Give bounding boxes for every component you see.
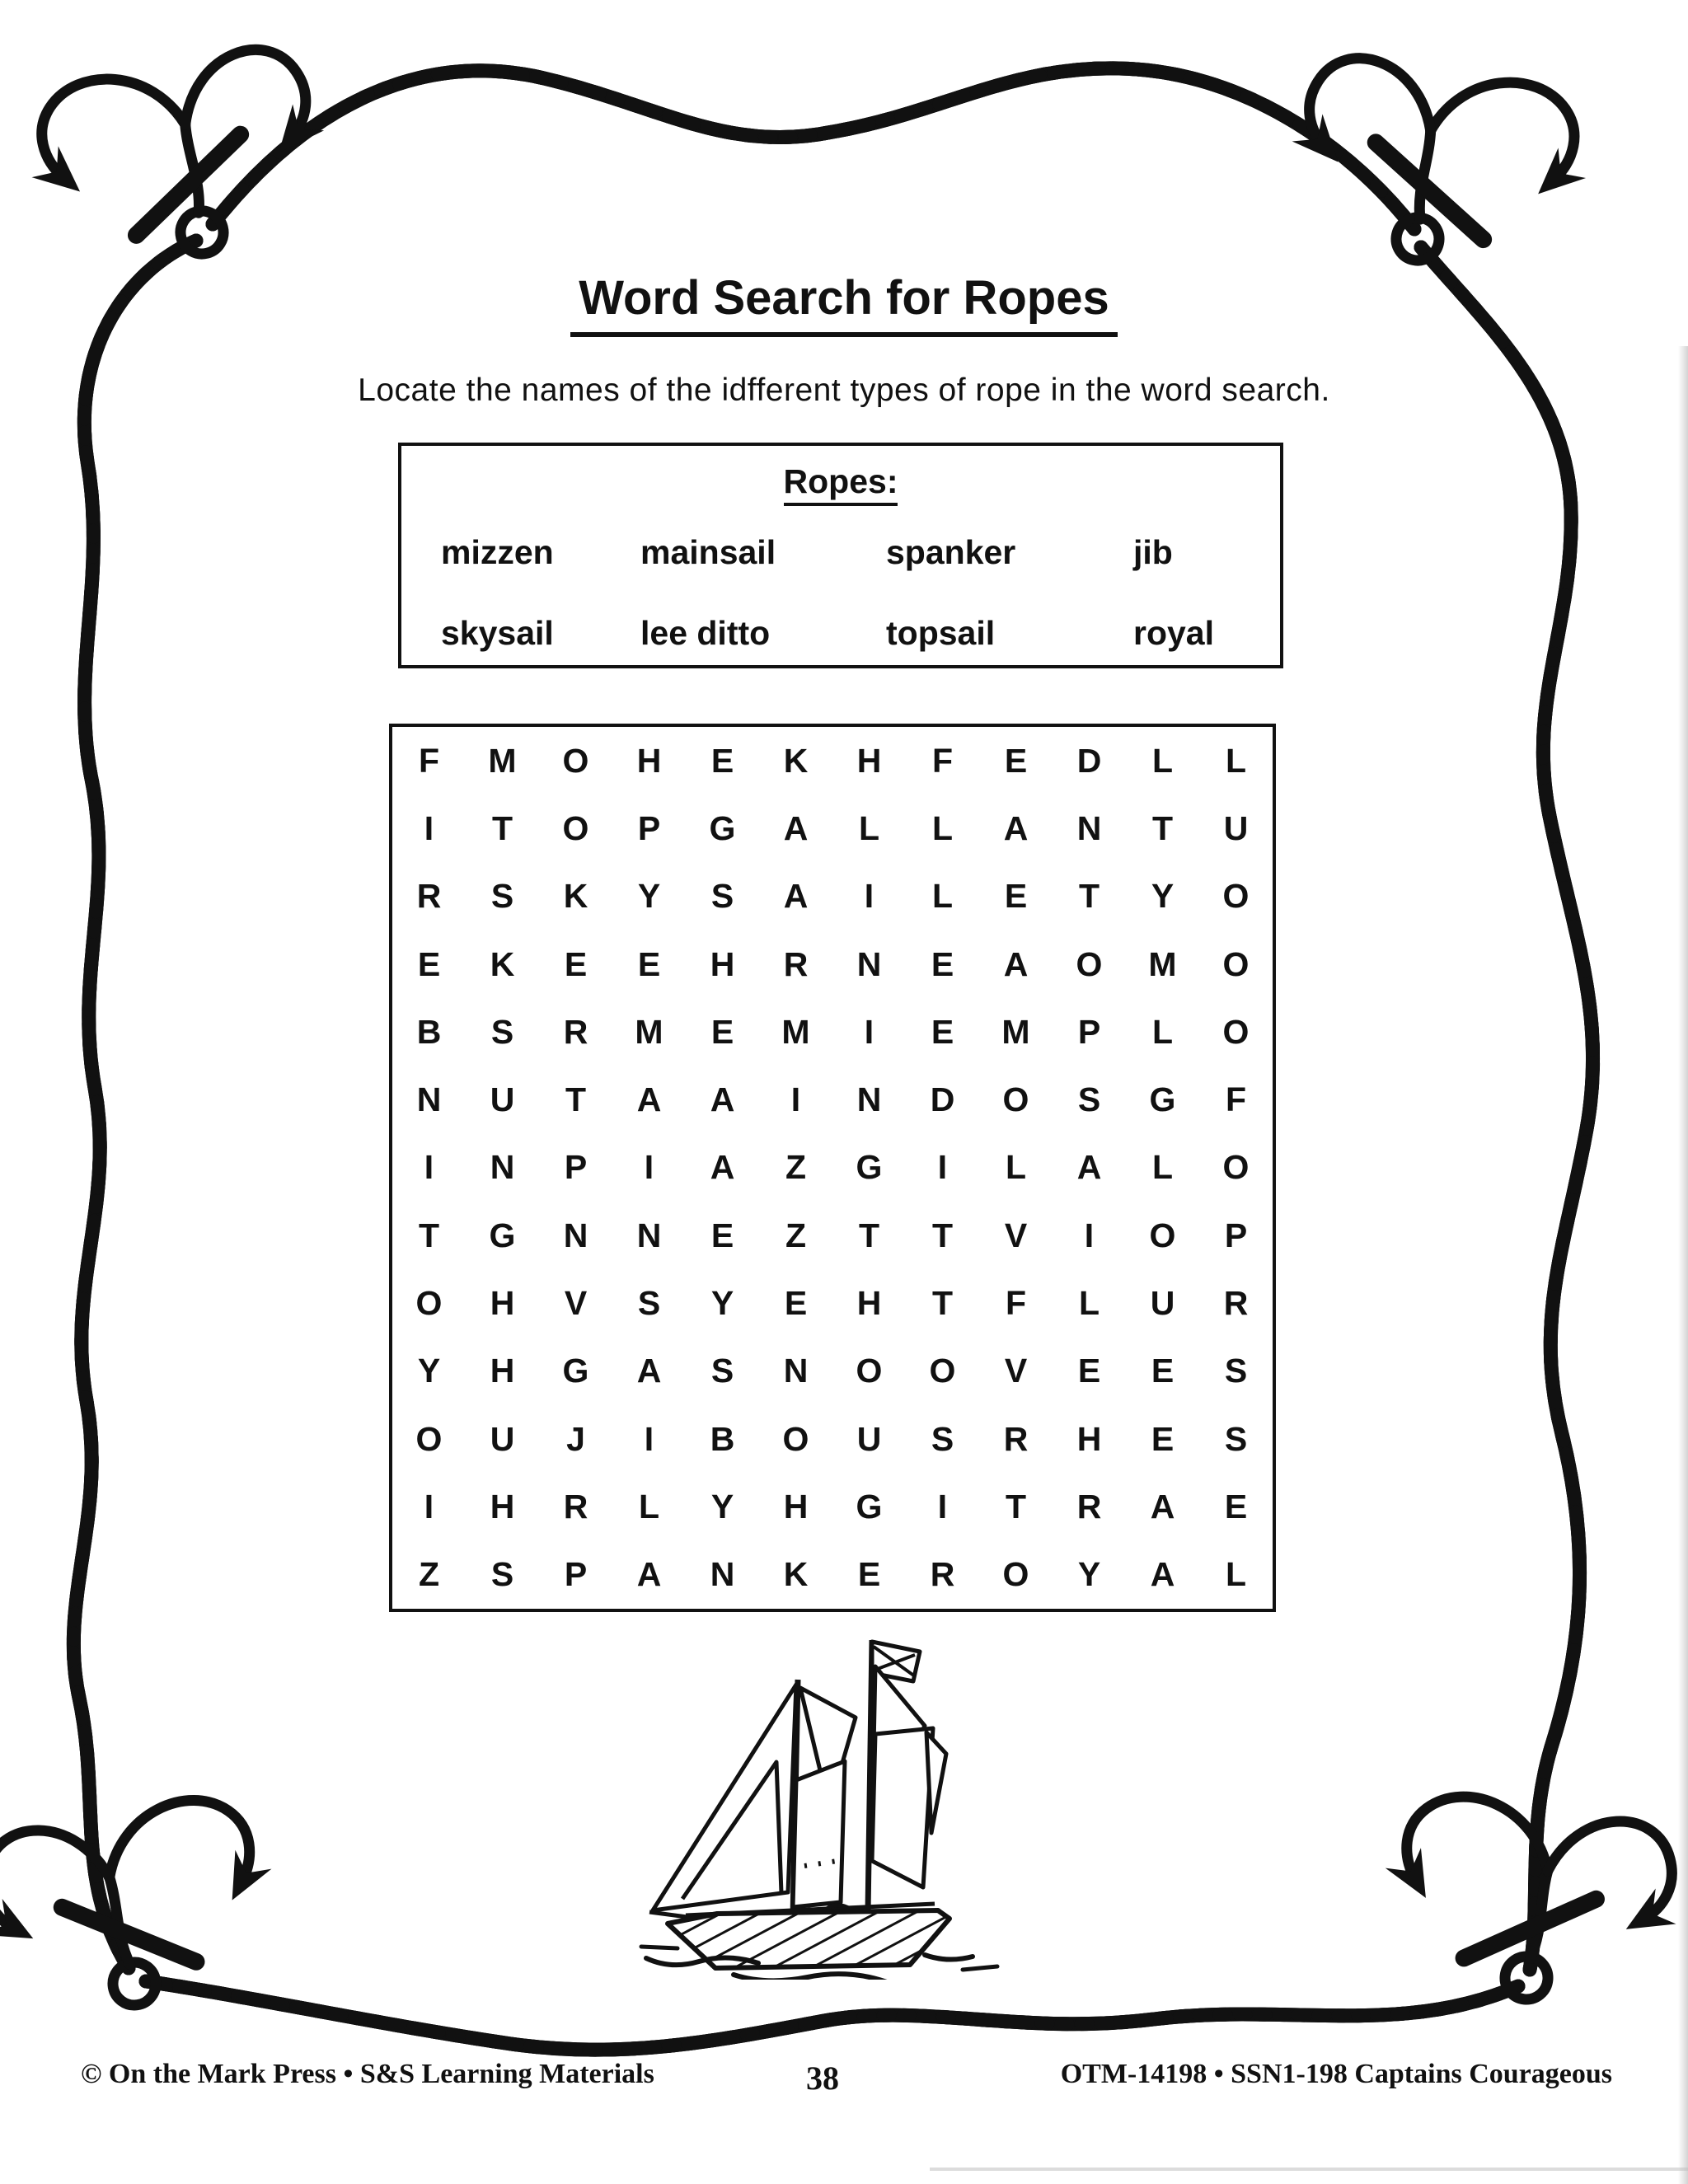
grid-letter: K <box>783 741 809 780</box>
grid-letter: H <box>490 1284 515 1323</box>
grid-letter: S <box>637 1284 661 1323</box>
grid-letter: K <box>490 944 515 983</box>
grid-letter: I <box>864 1012 874 1051</box>
grid-letter: A <box>1150 1555 1175 1594</box>
grid-letter: N <box>563 1216 588 1254</box>
grid-letter: A <box>636 1352 662 1390</box>
grid-letter: M <box>635 1012 663 1051</box>
grid-letter: I <box>937 1488 948 1526</box>
word-list-item: spanker <box>886 533 1016 571</box>
grid-letter: U <box>490 1419 515 1458</box>
word-list-heading-text: Ropes: <box>784 462 898 506</box>
grid-letter: R <box>1076 1488 1102 1526</box>
anchor-icon <box>1282 41 1584 288</box>
grid-letter: H <box>1076 1419 1102 1458</box>
word-list-item: jib <box>1133 533 1173 571</box>
grid-letter: O <box>1222 1148 1250 1187</box>
grid-letter: T <box>931 1216 954 1254</box>
grid-letter: U <box>1223 808 1249 847</box>
grid-letter: P <box>564 1555 588 1594</box>
grid-letter: I <box>864 877 874 916</box>
grid-letter: E <box>857 1555 881 1594</box>
grid-letter: G <box>562 1352 589 1390</box>
grid-letter: O <box>1222 1012 1250 1051</box>
grid-letter: M <box>488 741 517 780</box>
grid-letter: A <box>1003 944 1029 983</box>
word-search-grid <box>389 724 1276 1612</box>
grid-letter: E <box>637 944 661 983</box>
grid-letter: I <box>424 1488 434 1526</box>
grid-letter: Y <box>1077 1555 1101 1594</box>
grid-letter: A <box>1150 1488 1175 1526</box>
grid-letter: S <box>710 877 734 916</box>
grid-letter: F <box>1225 1080 1247 1119</box>
grid-letter: E <box>1004 877 1028 916</box>
grid-letter: E <box>1077 1352 1101 1390</box>
scan-artifact-right-edge <box>1678 346 1688 2184</box>
grid-letter: E <box>564 944 588 983</box>
grid-letter: L <box>931 808 954 847</box>
grid-letter: L <box>1151 1148 1174 1187</box>
grid-letter: H <box>490 1352 515 1390</box>
grid-letter: P <box>1077 1012 1101 1051</box>
grid-letter: V <box>564 1284 588 1323</box>
page-number: 38 <box>806 2060 839 2097</box>
word-list-item: mainsail <box>640 533 776 571</box>
grid-letter: M <box>1148 944 1177 983</box>
grid-letter: S <box>1224 1352 1248 1390</box>
grid-letter: L <box>931 877 954 916</box>
grid-letter: O <box>1002 1555 1029 1594</box>
grid-letter: F <box>1005 1284 1027 1323</box>
grid-letter: L <box>1225 741 1247 780</box>
grid-letter: I <box>424 808 434 847</box>
grid-letter: O <box>1002 1080 1029 1119</box>
grid-letter: I <box>644 1419 654 1458</box>
grid-letter: H <box>783 1488 809 1526</box>
grid-letter: E <box>1151 1419 1175 1458</box>
grid-letter: T <box>1151 808 1174 847</box>
grid-letter: N <box>416 1080 442 1119</box>
grid-letter: N <box>490 1148 515 1187</box>
grid-letter: T <box>1078 877 1100 916</box>
grid-letter: B <box>710 1419 735 1458</box>
grid-letter: P <box>637 808 661 847</box>
grid-letter: E <box>417 944 441 983</box>
grid-letter: Y <box>637 877 661 916</box>
grid-letter: O <box>782 1419 809 1458</box>
grid-letter: N <box>856 944 882 983</box>
grid-letter: R <box>563 1012 588 1051</box>
grid-letter: T <box>858 1216 880 1254</box>
grid-letter: E <box>710 1216 734 1254</box>
grid-letter: E <box>784 1284 808 1323</box>
grid-letter: A <box>710 1148 735 1187</box>
grid-letter: D <box>930 1080 955 1119</box>
grid-letter: P <box>564 1148 588 1187</box>
grid-letter: O <box>1222 944 1250 983</box>
grid-letter: B <box>416 1012 442 1051</box>
grid-letter: Y <box>1151 877 1175 916</box>
grid-letter: S <box>490 1012 514 1051</box>
grid-letter: K <box>563 877 588 916</box>
grid-letter: I <box>937 1148 948 1187</box>
grid-letter: Y <box>710 1488 734 1526</box>
grid-letter: L <box>1225 1555 1247 1594</box>
word-list-item: royal <box>1133 614 1214 652</box>
grid-letter: N <box>1076 808 1102 847</box>
grid-letter: N <box>783 1352 809 1390</box>
publisher-credit: © On the Mark Press • S&S Learning Materials <box>81 2059 654 2089</box>
word-list-item: lee ditto <box>640 614 771 652</box>
word-list-heading <box>401 462 1280 501</box>
grid-letter: N <box>710 1555 735 1594</box>
grid-letter: O <box>1149 1216 1176 1254</box>
product-code: OTM-14198 • SSN1-198 Captains Courageous <box>1060 2059 1612 2089</box>
grid-letter: L <box>1078 1284 1100 1323</box>
grid-letter: T <box>931 1284 954 1323</box>
grid-letter: G <box>709 808 736 847</box>
grid-letter: O <box>562 741 589 780</box>
grid-letter: N <box>636 1216 662 1254</box>
grid-letter: F <box>418 741 440 780</box>
grid-letter: A <box>636 1555 662 1594</box>
grid-letter: K <box>783 1555 809 1594</box>
scan-artifact-bottom-line <box>930 2168 1688 2171</box>
grid-letter: I <box>790 1080 801 1119</box>
grid-letter: R <box>416 877 442 916</box>
grid-letter: L <box>1151 741 1174 780</box>
grid-letter: J <box>566 1419 585 1458</box>
grid-letter: A <box>1003 808 1029 847</box>
grid-letter: V <box>1004 1216 1028 1254</box>
grid-letter: P <box>1224 1216 1248 1254</box>
grid-letter: S <box>490 1555 514 1594</box>
grid-letter: E <box>710 741 734 780</box>
grid-letter: I <box>1084 1216 1095 1254</box>
grid-letter: R <box>563 1488 588 1526</box>
grid-letter: T <box>565 1080 587 1119</box>
grid-letter: S <box>710 1352 734 1390</box>
grid-letter: L <box>1005 1148 1027 1187</box>
grid-letter: A <box>783 877 809 916</box>
grid-letter: H <box>856 741 882 780</box>
grid-letter: S <box>1077 1080 1101 1119</box>
grid-letter: A <box>636 1080 662 1119</box>
grid-letter: E <box>1151 1352 1175 1390</box>
grid-letter: Z <box>418 1555 440 1594</box>
grid-letter: D <box>1076 741 1102 780</box>
grid-letter: H <box>856 1284 882 1323</box>
grid-letter: A <box>783 808 809 847</box>
grid-letter: U <box>856 1419 882 1458</box>
grid-letter: O <box>1222 877 1250 916</box>
grid-letter: I <box>424 1148 434 1187</box>
grid-letter: O <box>1076 944 1103 983</box>
grid-letter: M <box>781 1012 810 1051</box>
grid-letter: S <box>490 877 514 916</box>
grid-letter: V <box>1004 1352 1028 1390</box>
grid-letter: E <box>931 944 954 983</box>
grid-letter: T <box>491 808 513 847</box>
grid-letter: O <box>415 1419 443 1458</box>
grid-letter: R <box>1223 1284 1249 1323</box>
grid-letter: R <box>930 1555 955 1594</box>
instruction-text: Locate the names of the idfferent types of rope in the word search. <box>358 373 1330 408</box>
grid-letter: A <box>1076 1148 1102 1187</box>
grid-letter: L <box>1151 1012 1174 1051</box>
grid-letter: U <box>1150 1284 1175 1323</box>
grid-letter: R <box>1003 1419 1029 1458</box>
word-list-box <box>398 443 1283 668</box>
grid-letter: S <box>1224 1419 1248 1458</box>
grid-letter: E <box>1224 1488 1248 1526</box>
grid-letter: O <box>856 1352 883 1390</box>
word-list-item: skysail <box>441 614 554 652</box>
grid-letter: Z <box>785 1216 807 1254</box>
grid-letter: H <box>490 1488 515 1526</box>
grid-letter: S <box>931 1419 954 1458</box>
grid-letter: G <box>856 1488 883 1526</box>
grid-letter: Y <box>417 1352 441 1390</box>
grid-letter: A <box>710 1080 735 1119</box>
grid-letter: G <box>489 1216 516 1254</box>
grid-letter: H <box>710 944 735 983</box>
grid-letter: L <box>638 1488 660 1526</box>
grid-letter: N <box>856 1080 882 1119</box>
grid-letter: E <box>710 1012 734 1051</box>
grid-letter: H <box>636 741 662 780</box>
grid-letter: T <box>418 1216 440 1254</box>
word-list-item: topsail <box>886 614 996 652</box>
grid-letter: I <box>644 1148 654 1187</box>
grid-letter: R <box>783 944 809 983</box>
grid-letter: L <box>858 808 880 847</box>
grid-letter: U <box>490 1080 515 1119</box>
grid-letter: Y <box>710 1284 734 1323</box>
anchor-icon <box>30 31 336 285</box>
grid-letter: F <box>931 741 954 780</box>
grid-letter: E <box>1004 741 1028 780</box>
grid-letter: T <box>1005 1488 1027 1526</box>
grid-letter: M <box>1001 1012 1030 1051</box>
word-list-item: mizzen <box>441 533 554 571</box>
page-title: Word Search for Ropes <box>570 270 1118 337</box>
grid-letter: O <box>562 808 589 847</box>
grid-letter: E <box>931 1012 954 1051</box>
page-footer <box>0 2059 1688 2116</box>
grid-letter: G <box>856 1148 883 1187</box>
grid-letter: Z <box>785 1148 807 1187</box>
sailboat-icon <box>635 1609 1014 1980</box>
grid-letter: G <box>1149 1080 1176 1119</box>
grid-letter: O <box>415 1284 443 1323</box>
grid-letter: O <box>929 1352 956 1390</box>
